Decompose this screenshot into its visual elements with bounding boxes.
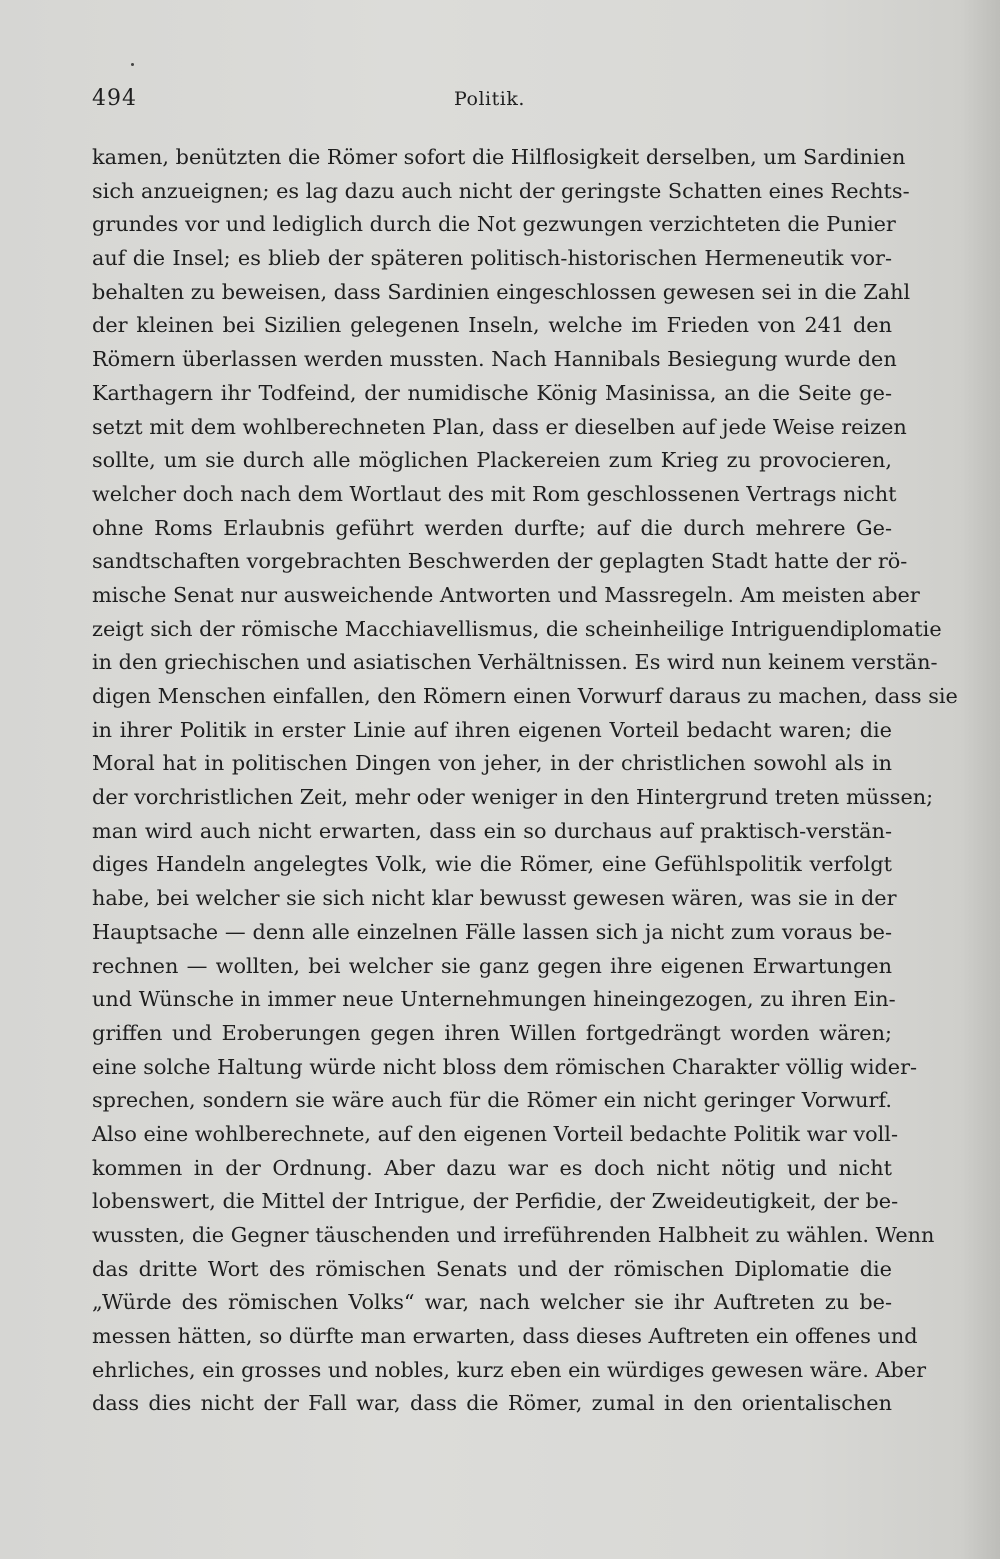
text-line: mische Senat nur ausweichende Antworten und Massregeln. Am meisten aber [92, 582, 920, 607]
text-line: der kleinen bei Sizilien gelegenen Inseln, welche im Frieden von 241 den [92, 313, 892, 338]
text-line: Römern überlassen werden mussten. Nach Hannibals Besiegung wurde den [92, 347, 897, 372]
text-line: grundes vor und lediglich durch die Not gezwungen verzichteten die Punier [92, 212, 896, 237]
text-line: Karthagern ihr Todfeind, der numidische König Masinissa, an die Seite ge- [92, 380, 892, 405]
text-line: rechnen — wollten, bei welcher sie ganz gegen ihre eigenen Erwartungen [92, 953, 892, 978]
text-line: das dritte Wort des römischen Senats und der römischen Diplomatie die [92, 1256, 892, 1281]
text-line: dass dies nicht der Fall war, dass die Römer, zumal in den orientalischen [92, 1391, 892, 1416]
text-line: kamen, benützten die Römer sofort die Hilflosigkeit derselben, um Sardinien [92, 145, 906, 169]
text-line: ehrliches, ein grosses und nobles, kurz eben ein würdiges gewesen wäre. Aber [92, 1357, 927, 1382]
text-line: eine solche Haltung würde nicht bloss dem römischen Charakter völlig wider- [92, 1054, 918, 1079]
text-line: man wird auch nicht erwarten, dass ein so durchaus auf praktisch-verstän- [92, 818, 892, 843]
text-line: wussten, die Gegner täuschenden und irreführenden Halbheit zu wählen. Wenn [92, 1223, 935, 1247]
body-text [92, 141, 958, 1421]
print-speck [131, 63, 134, 66]
text-line: digen Menschen einfallen, den Römern einen Vorwurf daraus zu machen, dass sie [92, 684, 958, 708]
text-line: in ihrer Politik in erster Linie auf ihren eigenen Vorteil bedacht waren; die [92, 717, 892, 742]
text-line: sprechen, sondern sie wäre auch für die Römer ein nicht geringer Vorwurf. [92, 1088, 892, 1113]
page-header [92, 86, 892, 116]
text-line: Hauptsache — denn alle einzelnen Fälle lassen sich ja nicht zum voraus be- [92, 919, 892, 944]
running-title: Politik. [454, 88, 525, 110]
text-line: ohne Roms Erlaubnis geführt werden durfte; auf die durch mehrere Ge- [92, 515, 892, 540]
text-line: diges Handeln angelegtes Volk, wie die Römer, eine Gefühlspolitik verfolgt [92, 852, 892, 877]
text-line: welcher doch nach dem Wortlaut des mit Rom geschlossenen Vertrags nicht [92, 481, 897, 506]
text-line: Moral hat in politischen Dingen von jeher, in der christlichen sowohl als in [92, 751, 892, 776]
text-line: in den griechischen und asiatischen Verhältnissen. Es wird nun keinem verstän- [92, 650, 938, 675]
page-number: 494 [92, 86, 137, 111]
text-line: auf die Insel; es blieb der späteren politisch-historischen Hermeneutik vor- [92, 246, 892, 271]
text-line: sollte, um sie durch alle möglichen Plackereien zum Krieg zu provocieren, [92, 448, 892, 473]
text-line: setzt mit dem wohlberechneten Plan, dass er dieselben auf jede Weise reizen [92, 414, 907, 439]
text-line: „Würde des römischen Volks“ war, nach welcher sie ihr Auftreten zu be- [92, 1290, 892, 1315]
text-line: messen hätten, so dürfte man erwarten, dass dieses Auftreten ein offenes und [92, 1324, 918, 1349]
text-line: sich anzueignen; es lag dazu auch nicht der geringste Schatten eines Rechts- [92, 178, 910, 203]
text-line: behalten zu beweisen, dass Sardinien eingeschlossen gewesen sei in die Zahl [92, 279, 911, 304]
text-line: sandtschaften vorgebrachten Beschwerden der geplagten Stadt hatte der rö- [92, 549, 908, 574]
text-line: habe, bei welcher sie sich nicht klar bewusst gewesen wären, was sie in der [92, 886, 897, 911]
text-line: lobenswert, die Mittel der Intrigue, der Perfidie, der Zweideutigkeit, der be- [92, 1189, 899, 1214]
text-line: der vorchristlichen Zeit, mehr oder weniger in den Hintergrund treten müssen; [92, 785, 934, 810]
text-line: griffen und Eroberungen gegen ihren Willen fortgedrängt worden wären; [92, 1020, 892, 1045]
text-line: und Wünsche in immer neue Unternehmungen hineingezogen, zu ihren Ein- [92, 987, 896, 1012]
text-line: kommen in der Ordnung. Aber dazu war es doch nicht nötig und nicht [92, 1155, 892, 1180]
text-line: Also eine wohlberechnete, auf den eigenen Vorteil bedachte Politik war voll- [92, 1121, 898, 1146]
text-line: zeigt sich der römische Macchiavellismus, die scheinheilige Intriguendiplomatie [92, 616, 942, 641]
